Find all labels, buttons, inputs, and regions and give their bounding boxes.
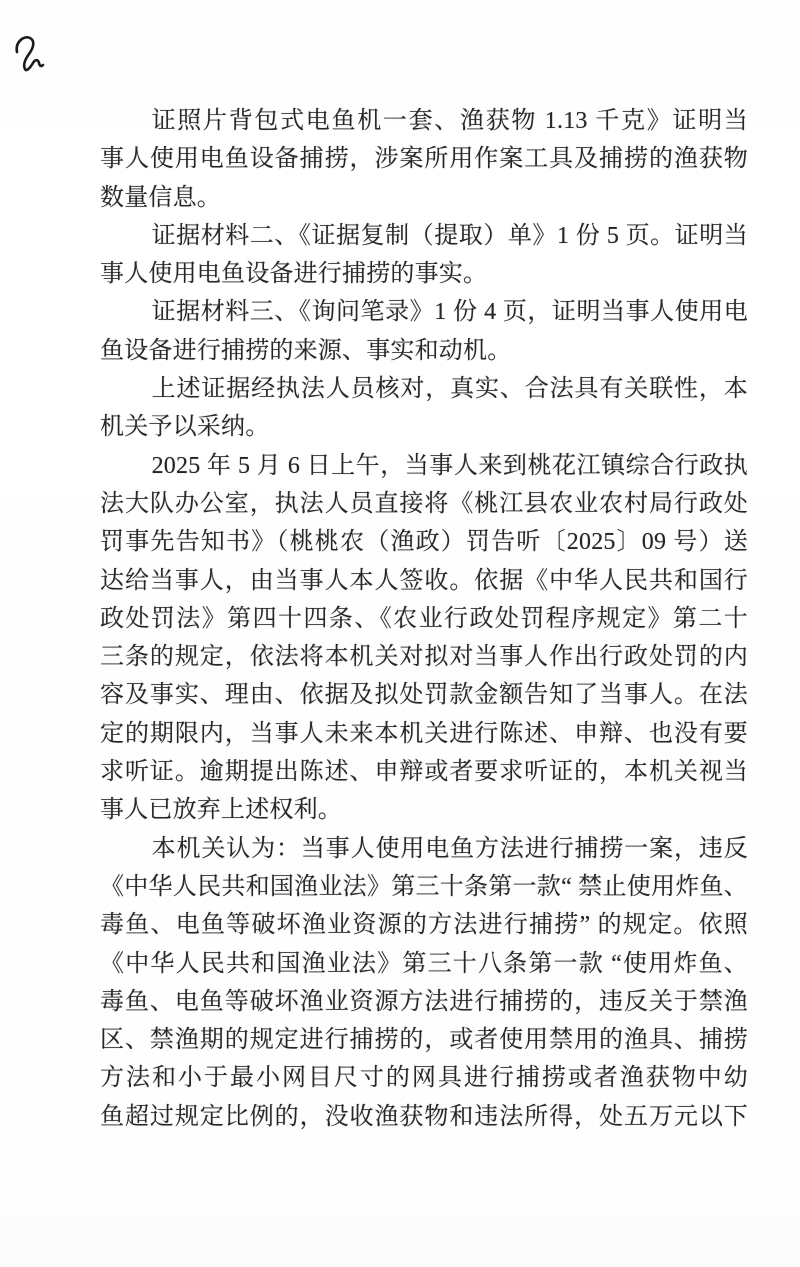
text-line: 毒鱼、电鱼等破坏渔业资源方法进行捕捞的，违反关于禁渔 (100, 988, 748, 1015)
text-line: 定的期限内，当事人未来本机关进行陈述、申辩、也没有要 (100, 720, 748, 747)
text-line: 方法和小于最小网目尺寸的网具进行捕捞或者渔获物中幼 (100, 1065, 748, 1092)
text-line: 事人已放弃上述权利。 (100, 797, 342, 824)
text-line: 鱼设备进行捕捞的来源、事实和动机。 (100, 337, 512, 364)
text-line: 事人使用电鱼设备进行捕捞的事实。 (100, 261, 488, 288)
text-line: 事人使用电鱼设备捕捞，涉案所用作案工具及捕捞的渔获物 (100, 146, 748, 173)
text-line: 证据材料二、《证据复制（提取）单》1 份 5 页。证明当 (151, 222, 748, 249)
text-line: 证据材料三、《询问笔录》1 份 4 页，证明当事人使用电 (151, 299, 748, 326)
text-line: 《中华人民共和国渔业法》第三十八条第一款 “使用炸鱼、 (100, 950, 748, 977)
text-line: 罚事先告知书》（桃桃农（渔政）罚告听〔2025〕09 号）送 (100, 529, 748, 556)
text-line: 上述证据经执法人员核对，真实、合法具有关联性，本 (151, 376, 748, 403)
document-body (100, 102, 748, 1136)
text-line: 毒鱼、电鱼等破坏渔业资源的方法进行捕捞” 的规定。依照 (100, 912, 748, 939)
text-line: 求听证。逾期提出陈述、申辩或者要求听证的，本机关视当 (100, 759, 748, 786)
text-line: 2025 年 5 月 6 日上午，当事人来到桃花江镇综合行政执 (151, 452, 748, 479)
text-line: 《中华人民共和国渔业法》第三十条第一款“ 禁止使用炸鱼、 (100, 873, 748, 900)
text-line: 证照片背包式电鱼机一套、渔获物 1.13 千克》证明当 (151, 108, 748, 134)
text-line: 容及事实、理由、依据及拟处罚款金额告知了当事人。在法 (100, 682, 748, 709)
text-line: 达给当事人，由当事人本人签收。依据《中华人民共和国行 (100, 567, 748, 594)
text-line: 数量信息。 (100, 184, 221, 211)
text-line: 鱼超过规定比例的，没收渔获物和违法所得，处五万元以下 (100, 1103, 748, 1130)
text-line: 三条的规定，依法将本机关对拟对当事人作出行政处罚的内 (100, 644, 748, 671)
text-line: 区、禁渔期的规定进行捕捞的，或者使用禁用的渔具、捕捞 (100, 1027, 748, 1054)
handwritten-2-glyph (12, 32, 56, 84)
text-line: 政处罚法》第四十四条、《农业行政处罚程序规定》第二十 (100, 605, 748, 632)
text-line: 机关予以采纳。 (100, 414, 270, 441)
text-line: 本机关认为：当事人使用电鱼方法进行捕捞一案，违反 (151, 835, 748, 862)
text-line: 法大队办公室，执法人员直接将《桃江县农业农村局行政处 (100, 490, 748, 517)
handwritten-page-number-mark (12, 32, 56, 84)
